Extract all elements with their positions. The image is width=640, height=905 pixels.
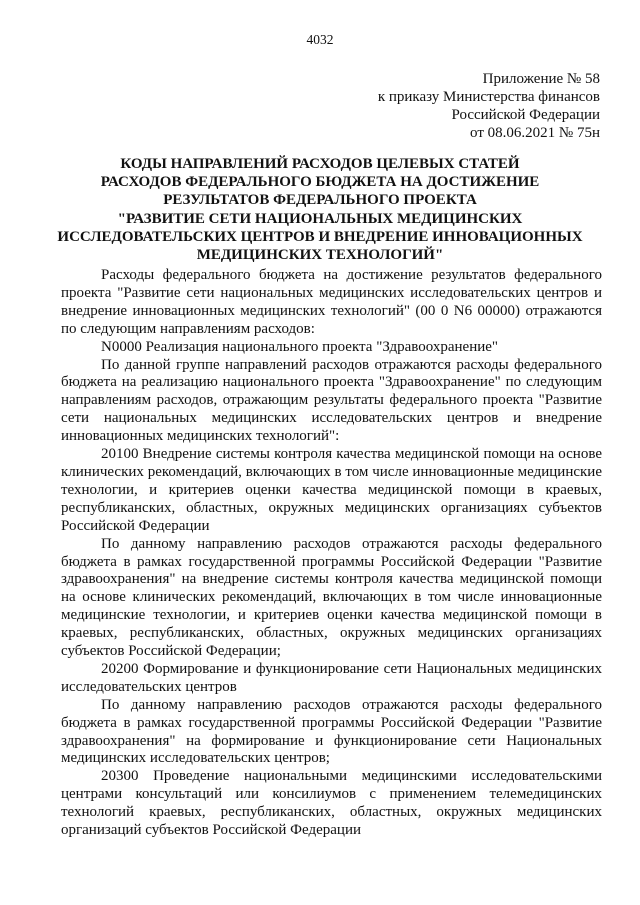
title-line: ИССЛЕДОВАТЕЛЬСКИХ ЦЕНТРОВ И ВНЕДРЕНИЕ ИННОВАЦИОННЫХ xyxy=(57,228,583,245)
code-heading-20100: 20100 Внедрение системы контроля качества медицинской помощи на основе клинических рекомендаций, включающих в том числе инновационные медицинские технологии, и критериев оценки качества медицинской помощи в краевых, республиканских, областных, окружных медицинских организациях субъектов Российской Федерации xyxy=(61,446,602,534)
code-description-paragraph: По данной группе направлений расходов отражаются расходы федерального бюджета на реализацию национального проекта "Здравоохранение" по следующим направлениям расходов, отражающим результаты федерального проекта "Развитие сети национальных медицинских исследовательских центров и внедрение инновационных медицинских технологий": xyxy=(61,356,602,445)
code-description-paragraph: По данному направлению расходов отражаются расходы федерального бюджета в рамках государственной программы Российской Федерации "Развитие здравоохранения" на внедрение системы контроля качества медицинской помощи на основе клинических рекомендаций, включающих в том числе инновационные медицинские технологии, и критериев оценки качества медицинской помощи в краевых, республиканских, областных, окружных медицинских организациях субъектов Российской Федерации; xyxy=(61,535,602,660)
appendix-header xyxy=(378,70,600,142)
code-heading-n0000: N0000 Реализация национального проекта "Здравоохранение" xyxy=(101,338,499,355)
code-heading-20300: 20300 Проведение национальными медицинскими исследовательскими центрами консультаций или консилиумов с применением телемедицинских технологий краевых, республиканских, областных, окружных медицинских организаций субъектов Российской Федерации xyxy=(61,768,602,839)
page-number: 4032 xyxy=(306,32,334,47)
intro-paragraph: Расходы федерального бюджета на достижение результатов федерального проекта "Развитие сети национальных медицинских исследовательских центров и внедрение инновационных медицинских технологий" (00 0 N6 00000) отражаются по следующим направлениям расходов: xyxy=(61,267,602,337)
document-title xyxy=(55,155,585,264)
appendix-line: Приложение № 58 xyxy=(482,71,600,87)
appendix-line: от 08.06.2021 № 75н xyxy=(470,125,600,141)
title-line: РЕЗУЛЬТАТОВ ФЕДЕРАЛЬНОГО ПРОЕКТА xyxy=(163,192,477,209)
title-line: МЕДИЦИНСКИХ ТЕХНОЛОГИЙ" xyxy=(196,247,444,264)
code-description-paragraph: По данному направлению расходов отражаются расходы федерального бюджета в рамках государственной программы Российской Федерации "Развитие здравоохранения" на формирование и функционирование сети Национальных медицинских исследовательских центров; xyxy=(61,696,602,767)
appendix-line: к приказу Министерства финансов xyxy=(377,89,600,105)
code-heading-20200: 20200 Формирование и функционирование сети Национальных медицинских исследовательских центров xyxy=(61,660,602,695)
appendix-line: Российской Федерации xyxy=(451,107,600,123)
title-line: КОДЫ НАПРАВЛЕНИЙ РАСХОДОВ ЦЕЛЕВЫХ СТАТЕЙ xyxy=(120,156,520,172)
title-line: "РАЗВИТИЕ СЕТИ НАЦИОНАЛЬНЫХ МЕДИЦИНСКИХ xyxy=(117,210,523,227)
title-line: РАСХОДОВ ФЕДЕРАЛЬНОГО БЮДЖЕТА НА ДОСТИЖЕНИЕ xyxy=(100,174,540,191)
document-body xyxy=(61,267,602,840)
